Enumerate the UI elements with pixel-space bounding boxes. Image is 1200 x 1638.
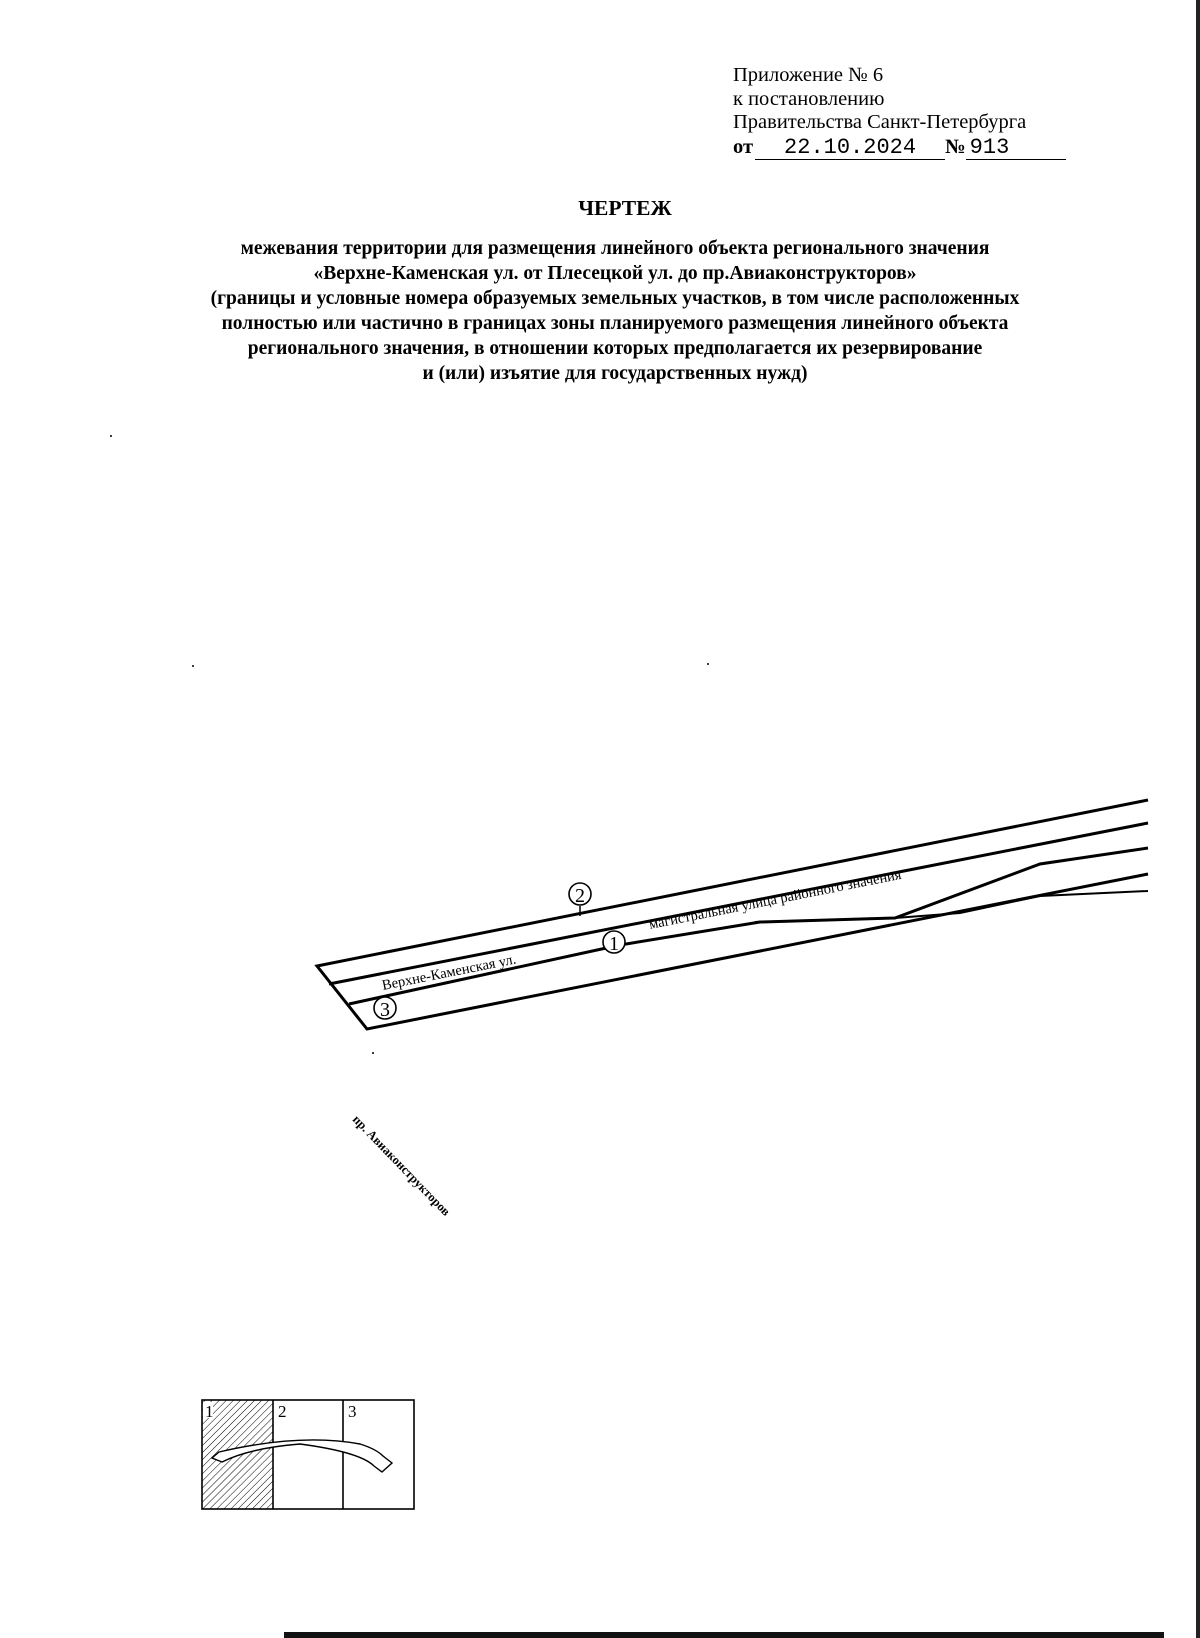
subtitle-line-6: и (или) изъятие для государственных нужд) xyxy=(422,363,808,384)
subtitle-line-5: регионального значения, в отношении которых предполагается их резервирование xyxy=(247,338,983,359)
appendix-line-3: Правительства Санкт-Петербурга xyxy=(733,111,1027,133)
parcel-2-number: 2 xyxy=(575,885,585,907)
scan-edge-bar xyxy=(284,1632,1164,1638)
decree-number: 913 xyxy=(966,137,1066,160)
subtitle-line-3: (границы и условные номера образуемых земельных участков, в том числе расположенных xyxy=(210,288,1020,309)
parcel-marker-3 xyxy=(374,997,396,1021)
sheet-index xyxy=(202,1400,414,1509)
sheet-2-label: 2 xyxy=(278,1402,287,1421)
parcel-marker-1 xyxy=(603,931,625,955)
parcel-1-number: 1 xyxy=(609,933,619,955)
scan-specks xyxy=(110,435,709,1054)
parcel-inner-line-lower xyxy=(349,848,1148,1004)
street-name-label: Верхне-Каменская ул. xyxy=(380,951,518,994)
decree-date: 22.10.2024 xyxy=(755,137,945,160)
number-prefix: № xyxy=(945,135,966,158)
sheet-1-label: 1 xyxy=(205,1402,214,1421)
date-prefix: от xyxy=(733,135,754,158)
road-category-label: магистральная улица районного значения xyxy=(647,866,903,933)
appendix-line-2: к постановлению xyxy=(733,87,885,110)
document-title: ЧЕРТЕЖ xyxy=(578,196,672,220)
parcel-3-number: 3 xyxy=(380,999,390,1021)
scan-edge-right xyxy=(1196,0,1200,1638)
subtitle-line-4: полностью или частично в границах зоны планируемого размещения линейного объекта xyxy=(221,313,1009,334)
appendix-line-1: Приложение № 6 xyxy=(733,64,884,86)
avenue-name-label: пр. Авиаконструкторов xyxy=(349,1112,454,1219)
subtitle-line-1: межевания территории для размещения линейного объекта регионального значения xyxy=(240,238,990,259)
sheet-3-label: 3 xyxy=(348,1402,357,1421)
subtitle-line-2: «Верхне-Каменская ул. от Плесецкой ул. до пр.Авиаконструкторов» xyxy=(313,263,917,284)
